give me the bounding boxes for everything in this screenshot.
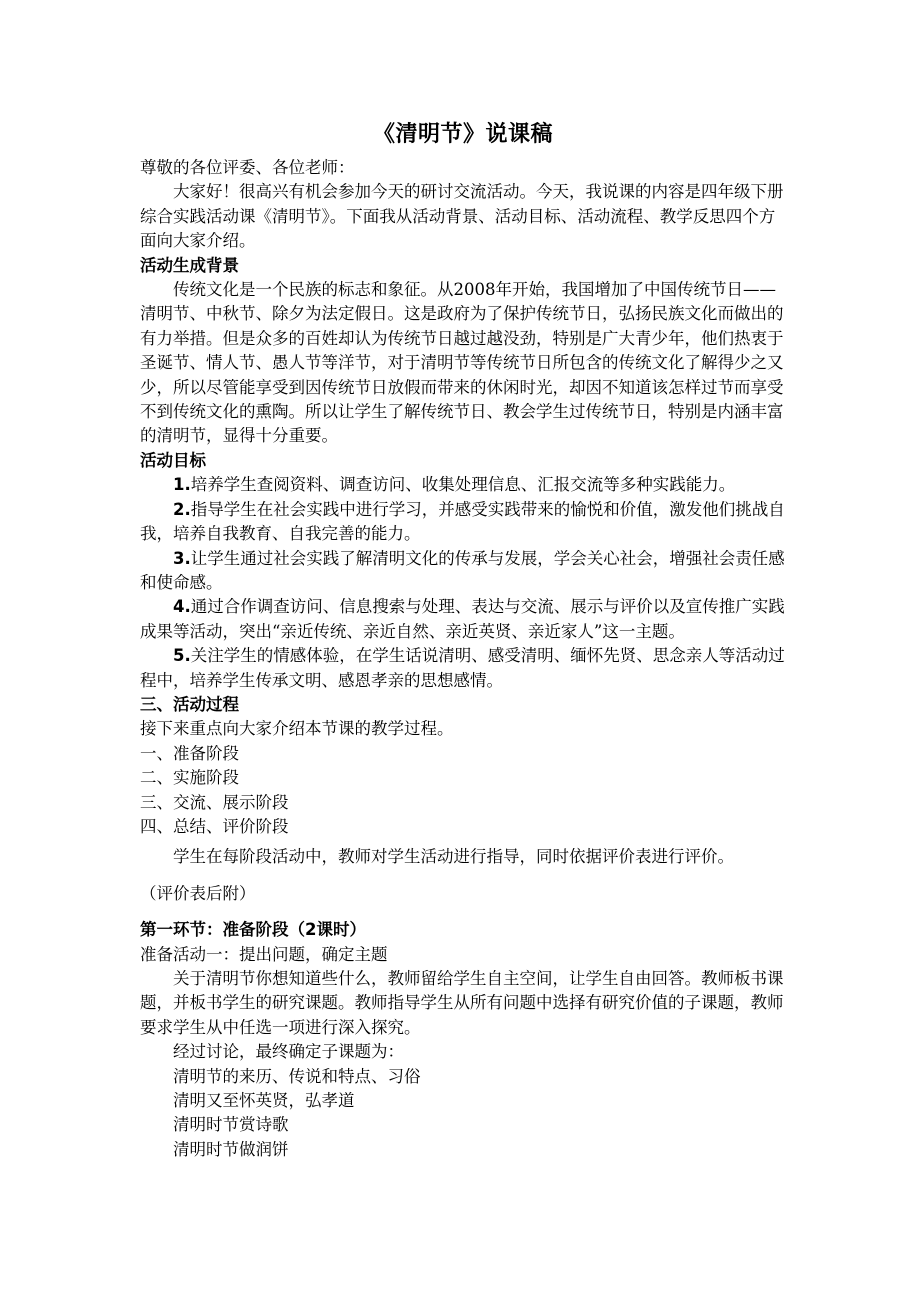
section1-decided: 经过讨论，最终确定子课题为： xyxy=(173,1042,404,1062)
goal-number: 1. xyxy=(173,475,191,495)
appendix-note: （评价表后附） xyxy=(140,883,256,903)
process-heading: 三、活动过程 xyxy=(140,694,239,714)
stage-item: 二、实施阶段 xyxy=(140,768,239,788)
topic-item: 清明时节做润饼 xyxy=(173,1139,289,1159)
section1-activity: 准备活动一：提出问题，确定主题 xyxy=(140,944,388,964)
goal-item xyxy=(140,595,786,644)
goal-number: 4. xyxy=(173,597,191,617)
section1-paragraph: 关于清明节你想知道些什么，教师留给学生自主空间，让学生自由回答。教师板书课题，并板书学生的研究课题。教师指导学生从所有问题中选择有研究价值的子课题，教师要求学生从中任选一项进行深入探究。 xyxy=(140,969,784,1037)
goal-item xyxy=(140,498,786,547)
topic-item: 清明时节赏诗歌 xyxy=(173,1115,289,1135)
topic-item: 清明又至怀英贤，弘孝道 xyxy=(173,1091,355,1111)
goal-number: 5. xyxy=(173,646,191,666)
stage-item: 三、交流、展示阶段 xyxy=(140,792,289,812)
background-heading: 活动生成背景 xyxy=(140,255,239,275)
goal-text: 培养学生查阅资料、调查访问、收集处理信息、汇报交流等多种实践能力。 xyxy=(190,475,736,495)
section1-heading: 第一环节：准备阶段（2课时） xyxy=(140,920,366,940)
goal-text: 让学生通过社会实践了解清明文化的传承与发展，学会关心社会，增强社会责任感和使命感。 xyxy=(140,548,785,592)
background-paragraph: 传统文化是一个民族的标志和象征。从2008年开始，我国增加了中国传统节日——清明节、中秋节、除夕为法定假日。这是政府为了保护传统节日，弘扬民族文化而做出的有力举措。但是众多的百姓却认为传统节日越过越没劲，特别是广大青少年，他们热衷于圣诞节、情人节、愚人节等洋节，对于清明节等传统节日所包含的传统文化了解得少之又少，所以尽管能享受到因传统节日放假而带来的休闲时光，却因不知道该怎样过节而享受不到传统文化的熏陶。所以让学生了解传统节日、教会学生过传统节日，特别是内涵丰富的清明节，显得十分重要。 xyxy=(140,280,784,446)
goals-heading: 活动目标 xyxy=(140,450,206,470)
goal-number: 3. xyxy=(173,548,191,568)
stage-item: 一、准备阶段 xyxy=(140,743,239,763)
greeting: 尊敬的各位评委、各位老师： xyxy=(140,158,355,177)
goal-text: 关注学生的情感体验，在学生话说清明、感受清明、缅怀先贤、思念亲人等活动过程中，培养学生传承文明、感恩孝亲的思想感情。 xyxy=(140,646,785,690)
goal-text: 指导学生在社会实践中进行学习，并感受实践带来的愉悦和价值，激发他们挑战自我，培养自我教育、自我完善的能力。 xyxy=(140,499,785,544)
process-intro: 接下来重点向大家介绍本节课的教学过程。 xyxy=(140,719,454,739)
goal-item xyxy=(140,473,786,497)
document-title: 《清明节》说课稿 xyxy=(372,122,553,147)
goal-number: 2. xyxy=(173,499,191,519)
goal-text: 通过合作调查访问、信息搜索与处理、表达与交流、展示与评价以及宣传推广实践成果等活动，突出“亲近传统、亲近自然、亲近英贤、亲近家人”这一主题。 xyxy=(140,597,785,641)
intro-paragraph: 大家好！很高兴有机会参加今天的研讨交流活动。今天，我说课的内容是四年级下册综合实践活动课《清明节》。下面我从活动背景、活动目标、活动流程、教学反思四个方面向大家介绍。 xyxy=(140,182,784,251)
stage-item: 四、总结、评价阶段 xyxy=(140,816,289,836)
topic-item: 清明节的来历、传说和特点、习俗 xyxy=(173,1066,421,1086)
process-note: 学生在每阶段活动中，教师对学生活动进行指导，同时依据评价表进行评价。 xyxy=(173,847,734,867)
goal-item xyxy=(140,644,786,693)
goal-item xyxy=(140,547,786,596)
